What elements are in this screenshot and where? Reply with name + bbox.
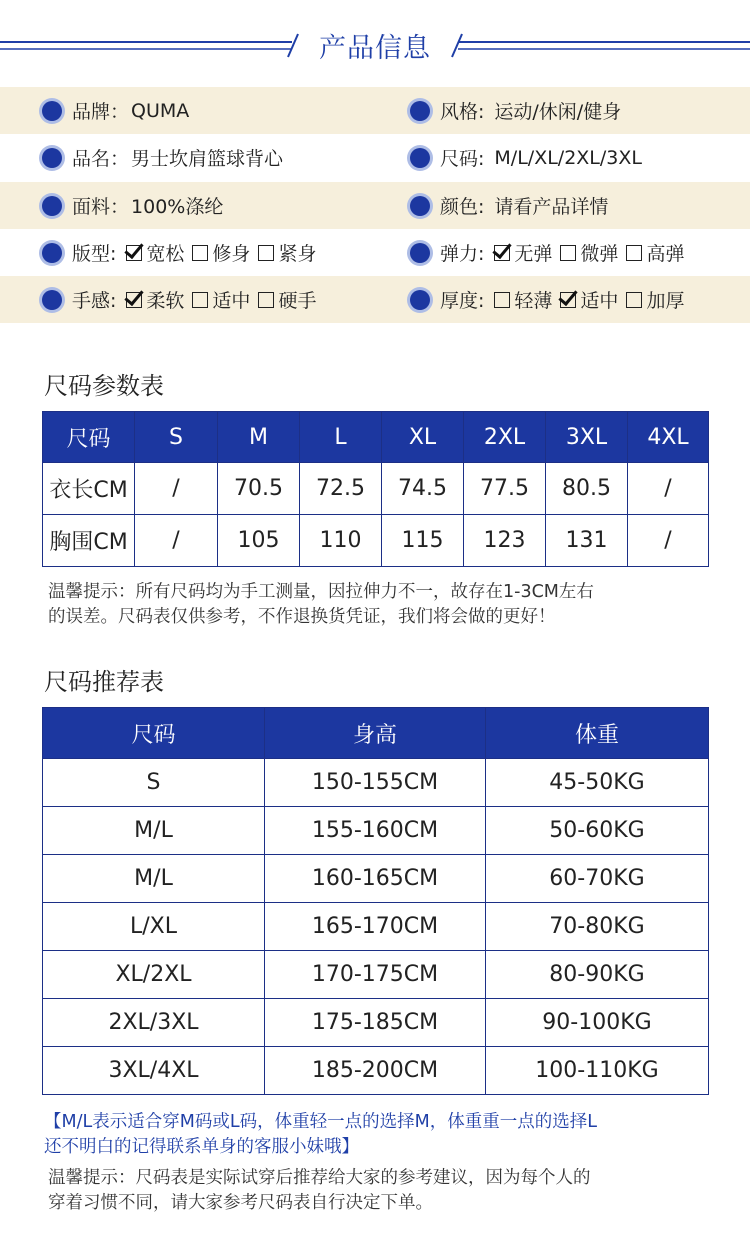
option-choice: 柔软 — [126, 286, 184, 313]
table-cell: 115 — [382, 515, 464, 567]
table-cell: 3XL/4XL — [43, 1047, 265, 1095]
option-choice: 硬手 — [258, 286, 316, 313]
checkbox-icon — [258, 245, 274, 261]
table-cell: 80-90KG — [486, 951, 709, 999]
table-cell: 110 — [300, 515, 382, 567]
note-line: 穿着习惯不同，请大家参考尺码表自行决定下单。 — [48, 1193, 433, 1213]
size-table — [42, 411, 709, 567]
info-value: 100%涤纶 — [131, 196, 224, 218]
option-feel — [42, 276, 316, 323]
bullet-icon — [410, 243, 430, 263]
info-row-fabric — [0, 182, 750, 229]
bullet-icon — [42, 196, 62, 216]
checkbox-checked-icon — [126, 292, 142, 308]
column-header: S — [135, 412, 218, 463]
bullet-icon — [42, 243, 62, 263]
info-value: M/L/XL/2XL/3XL — [494, 146, 642, 169]
info-style — [410, 87, 621, 134]
bullet-icon — [42, 101, 62, 121]
option-choice: 紧身 — [258, 239, 316, 266]
note-line: 还不明白的记得联系单身的客服小妹哦】 — [44, 1137, 359, 1157]
table-cell: 衣长CM — [43, 463, 135, 515]
checkbox-icon — [626, 292, 642, 308]
info-sizes — [410, 134, 642, 181]
table-cell: 160-165CM — [265, 855, 486, 903]
table-cell: 165-170CM — [265, 903, 486, 951]
table-cell: S — [43, 759, 265, 807]
option-thickness — [410, 276, 684, 323]
column-header: 尺码 — [43, 708, 265, 759]
table-row — [43, 903, 709, 951]
info-value: QUMA — [131, 99, 190, 122]
recommend-table-title: 尺码推荐表 — [44, 668, 164, 696]
info-value: 运动/休闲/健身 — [494, 101, 622, 123]
note-line: 【M/L表示适合穿M码或L码，体重轻一点的选择M，体重重一点的选择L — [44, 1112, 597, 1132]
table-cell: 2XL/3XL — [43, 999, 265, 1047]
option-fit — [42, 229, 316, 276]
column-header: 尺码 — [43, 412, 135, 463]
size-table-note — [48, 580, 728, 630]
checkbox-checked-icon — [560, 292, 576, 308]
recommend-note — [48, 1166, 728, 1216]
table-cell: 105 — [218, 515, 300, 567]
table-cell: 170-175CM — [265, 951, 486, 999]
option-choice: 轻薄 — [494, 286, 552, 313]
table-row — [43, 515, 709, 567]
checkbox-icon — [258, 292, 274, 308]
note-line: 温馨提示：所有尺码均为手工测量，因拉伸力不一，故存在1-3CM左右 — [48, 582, 594, 602]
table-cell: 50-60KG — [486, 807, 709, 855]
table-cell: L/XL — [43, 903, 265, 951]
info-row-brand — [0, 87, 750, 134]
option-elasticity — [410, 229, 684, 276]
option-choice: 适中 — [192, 286, 250, 313]
table-cell: 123 — [464, 515, 546, 567]
table-cell: 90-100KG — [486, 999, 709, 1047]
column-header: XL — [382, 412, 464, 463]
table-row — [43, 855, 709, 903]
table-cell: 155-160CM — [265, 807, 486, 855]
table-row — [43, 1047, 709, 1095]
page-title: 产品信息 — [319, 33, 431, 64]
table-row — [43, 759, 709, 807]
info-value: 男士坎肩篮球背心 — [131, 148, 284, 170]
recommend-table-header — [43, 708, 709, 759]
table-cell: 72.5 — [300, 463, 382, 515]
column-header: 2XL — [464, 412, 546, 463]
table-row — [43, 807, 709, 855]
note-line: 的误差。尺码表仅供参考，不作退换货凭证，我们将会做的更好！ — [48, 607, 556, 627]
option-choice: 适中 — [560, 286, 618, 313]
table-cell: / — [135, 515, 218, 567]
column-header: L — [300, 412, 382, 463]
option-choice: 宽松 — [126, 239, 184, 266]
table-cell: XL/2XL — [43, 951, 265, 999]
option-choice: 无弹 — [494, 239, 552, 266]
option-row-fit — [0, 229, 750, 276]
checkbox-checked-icon — [126, 245, 142, 261]
table-cell: 150-155CM — [265, 759, 486, 807]
bullet-icon — [410, 148, 430, 168]
table-cell: 77.5 — [464, 463, 546, 515]
info-label: 尺码: — [440, 148, 485, 170]
table-cell: 74.5 — [382, 463, 464, 515]
info-label: 风格: — [440, 101, 485, 123]
table-cell: 60-70KG — [486, 855, 709, 903]
table-cell: 185-200CM — [265, 1047, 486, 1095]
size-table-header — [43, 412, 709, 463]
bullet-icon — [410, 290, 430, 310]
recommend-blue-note — [44, 1110, 744, 1160]
checkbox-icon — [494, 292, 510, 308]
info-fabric — [42, 182, 223, 229]
column-header: M — [218, 412, 300, 463]
checkbox-icon — [192, 245, 208, 261]
table-cell: 131 — [546, 515, 628, 567]
table-cell: M/L — [43, 855, 265, 903]
info-label: 面料： — [72, 196, 130, 218]
table-cell: 胸围CM — [43, 515, 135, 567]
size-table-title: 尺码参数表 — [44, 372, 164, 400]
table-row — [43, 951, 709, 999]
option-choice: 加厚 — [626, 286, 684, 313]
option-choice: 微弹 — [560, 239, 618, 266]
table-cell: / — [135, 463, 218, 515]
info-label: 颜色: — [440, 196, 485, 218]
bullet-icon — [410, 196, 430, 216]
table-cell: 70-80KG — [486, 903, 709, 951]
option-row-feel — [0, 276, 750, 323]
table-cell: M/L — [43, 807, 265, 855]
column-header: 3XL — [546, 412, 628, 463]
recommend-table — [42, 707, 709, 1095]
option-choice: 修身 — [192, 239, 250, 266]
option-label: 手感: — [72, 290, 117, 312]
info-color — [410, 182, 608, 229]
info-product-name — [42, 134, 283, 181]
table-cell: 45-50KG — [486, 759, 709, 807]
bullet-icon — [410, 101, 430, 121]
table-cell: 100-110KG — [486, 1047, 709, 1095]
info-label: 品名： — [72, 148, 130, 170]
info-value: 请看产品详情 — [494, 196, 609, 218]
checkbox-icon — [560, 245, 576, 261]
bullet-icon — [42, 290, 62, 310]
table-row — [43, 463, 709, 515]
column-header: 体重 — [486, 708, 709, 759]
note-line: 温馨提示：尺码表是实际试穿后推荐给大家的参考建议，因为每个人的 — [48, 1168, 591, 1188]
table-row — [43, 999, 709, 1047]
table-cell: 80.5 — [546, 463, 628, 515]
bullet-icon — [42, 148, 62, 168]
column-header: 身高 — [265, 708, 486, 759]
option-label: 厚度: — [440, 290, 485, 312]
info-label: 品牌： — [72, 101, 130, 123]
info-brand — [42, 87, 189, 134]
table-cell: / — [628, 515, 709, 567]
checkbox-icon — [626, 245, 642, 261]
checkbox-checked-icon — [494, 245, 510, 261]
table-cell: / — [628, 463, 709, 515]
option-label: 弹力: — [440, 243, 485, 265]
table-cell: 175-185CM — [265, 999, 486, 1047]
option-label: 版型: — [72, 243, 117, 265]
info-row-name — [0, 134, 750, 181]
option-choice: 高弹 — [626, 239, 684, 266]
checkbox-icon — [192, 292, 208, 308]
column-header: 4XL — [628, 412, 709, 463]
table-cell: 70.5 — [218, 463, 300, 515]
